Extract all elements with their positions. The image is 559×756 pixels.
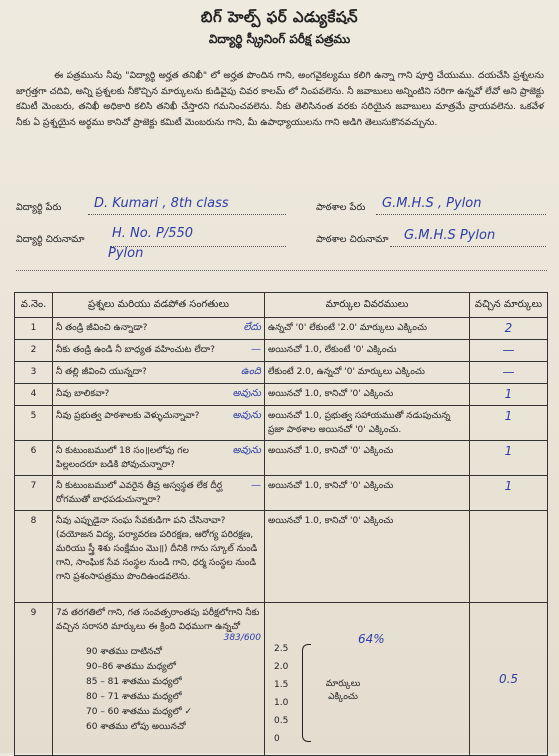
row-question: లేదు నీ తండ్రి జీవించి ఉన్నాడా?: [53, 318, 265, 340]
table-row: [15, 511, 548, 603]
row-question: [53, 603, 265, 756]
row-question: — నీ కుటుంబములో ఎవరైన తీవ్ర అస్వస్థత లేక దీర్ఘ రోగముతో బాధపడుచున్నారా?: [53, 476, 265, 511]
row-answer-note: —: [251, 480, 261, 491]
pct-item: 85 – 81 శాతము మధ్యలో: [86, 677, 182, 687]
instructions-paragraph: ఈ పత్రమును నీవు "విద్యార్థి అర్హత తనిఖీ" లో అర్హత పొందిన గాని, అంగవైకల్యము కలిగి ఉన్నా గాని పూర్తి చేయుము. దయచేసి ప్రశ్నలను జాగ్రత్తగా చదివి, అన్ని ప్రశ్నలకు నీకొచ్చిన మార్కులను కుడివైపు చివర కాలమ్ లో నింపవలెను. నీ జవాబులు అన్నింటిని సరిగా ఉన్నవో లేవో అని ప్రాజెక్టు కమిటీ మెంబరు, తనిఖీ అధికారి కలిసి తనిఖీ చేస్తారని గమనించవలెను. నీకు తెలిసినంత వరకు సరియైన జవాబులు మాత్రమే వ్రాయవలెను. ఒకవేళ నీకు ఏ ప్రశ్నయైన అర్థము కానిచో ప్రాజెక్టు కమిటీ మెంబరును గాని, మీ ఉపాధ్యాయులను గాని అడిగి తెలుసుకొనవచ్చును.: [16, 70, 544, 128]
row-marks-cell[interactable]: 2: [470, 318, 548, 340]
row-question: ఉంది నీ తల్లి జీవించి యున్నదా?: [53, 362, 265, 384]
brace-shape: [302, 644, 311, 742]
row-number: 5: [15, 406, 53, 441]
row-answer-note: అవును: [232, 410, 261, 421]
score-scale: [268, 640, 466, 752]
table-row: [15, 340, 548, 362]
student-name-line: [88, 214, 286, 215]
row-criteria: అయినచో 1.0, కానిచో '0' ఎక్కించు: [265, 476, 470, 511]
row-number: 2: [15, 340, 53, 362]
row-marks-cell[interactable]: 1: [470, 384, 548, 406]
row-criteria: అయినచో 1.0, ప్రభుత్వ సహాయముతో నడుపుచున్న ప్రజా పాఠశాల అయినచో '0' ఎక్కించు.: [265, 406, 470, 441]
row-number: 7: [15, 476, 53, 511]
col-header-question: ప్రశ్నలు మరియు వడపోత సంగతులు: [53, 293, 265, 318]
school-address-line: [390, 246, 546, 247]
row9-question-text: 7వ తరగతిలో గాని, గత సంవత్సరాంతపు పరీక్షలోగాని నీకు వచ్చిన సరాసరి మార్కులు ఈ క్రింది విధముగా ఉన్నచో: [56, 608, 260, 632]
row-number: 6: [15, 441, 53, 476]
school-name-field[interactable]: G.M.H.S , Pylon: [382, 196, 482, 211]
row-criteria: అయినచో 1.0, కానిచో '0' ఎక్కించు: [265, 441, 470, 476]
student-name-label: విద్యార్థి పేరు: [16, 202, 62, 213]
pct-item: 70 – 60 శాతము మధ్యలో ✓: [86, 707, 193, 717]
row-criteria: అయినచో 1.0, కానిచో '0' ఎక్కించు: [265, 511, 470, 603]
pct-item: 90 శాతము దాటినచో: [86, 647, 163, 657]
row-question: — నీకు తండ్రి ఉండి నీ బాధ్యత వహించుట లేదా?: [53, 340, 265, 362]
row-criteria: 64% 2.5 2.0 1.5 1.0 0.5 0 మార్కులు ఎక్కించు: [265, 603, 470, 756]
row-question: అవును నీ కుటుంబములో 18 సం॥లలోపు గల పిల్లలందరూ బడికి పోవుచున్నారా?: [53, 441, 265, 476]
row-marks-cell[interactable]: —: [470, 362, 548, 384]
row-number: 8: [15, 511, 53, 603]
row-criteria: అయినచో 1.0, లేకుంటే '0' ఎక్కించు: [265, 340, 470, 362]
screening-table: [14, 292, 548, 756]
row-marks-cell[interactable]: 1: [470, 476, 548, 511]
row-number: 1: [15, 318, 53, 340]
score-value: 0: [274, 734, 280, 744]
student-address-label: విద్యార్థి చిరునామా: [16, 234, 85, 245]
student-address-field[interactable]: H. No. P/550: [112, 226, 194, 241]
row-marks-cell[interactable]: 1: [470, 406, 548, 441]
row-answer-note: ఉంది: [240, 366, 261, 377]
row-number: 9: [15, 603, 53, 756]
row-marks-cell[interactable]: 1: [470, 441, 548, 476]
school-address-field[interactable]: G.M.H.S Pylon: [404, 228, 496, 243]
row-number: 3: [15, 362, 53, 384]
score-value: 1.0: [274, 698, 289, 708]
row9-marks-note: 383/600: [223, 633, 261, 643]
school-name-line: [376, 214, 546, 215]
table-row: [15, 406, 548, 441]
row-criteria: లేకుంటే 2.0, ఉన్నచో '0' మార్కులు ఎక్కించు: [265, 362, 470, 384]
pct-item: 90–86 శాతము మధ్యలో: [86, 662, 176, 672]
row-marks-cell[interactable]: —: [470, 340, 548, 362]
row-marks-cell[interactable]: 0.5: [470, 603, 548, 756]
row-answer-note: అవును: [232, 388, 261, 399]
row-question: నీవు ఎప్పుడైనా సంఘ సేవకుడిగా పని చేసినావా? (వయోజన విద్య, పర్యావరణ పరిరక్షణ, ఆరోగ్య పరిరక్షణ, మరియు స్త్రీ శిశు సంక్షేమం మొ॥) దీనికి గాను స్కూల్ నుండి గాని, సాంఘిక సేవ సంస్థల నుండి గాని, ధర్మ సంస్థల నుండి గాని ప్రశంసాపత్రము పొందిఉండవలెను.: [53, 511, 265, 603]
school-name-label: పాఠశాల పేరు: [316, 202, 366, 213]
score-value: 0.5: [274, 716, 289, 726]
score-value: 2.0: [274, 662, 289, 672]
form-subtitle: విద్యార్థి స్క్రీనింగ్ పరీక్ష పత్రము: [208, 32, 351, 46]
col-header-number: వ.నెం.: [15, 293, 53, 318]
school-address-label: పాఠశాల చిరునామా: [316, 234, 389, 245]
row-answer-note: లేదు: [243, 322, 261, 333]
table-row: [15, 476, 548, 511]
student-address-field-line2[interactable]: Pylon: [108, 246, 144, 261]
pct-item: 60 శాతము లోపు అయినచో: [86, 722, 186, 732]
form-title: బిగ్ హెల్ప్ ఫర్ ఎడ్యుకేషన్: [200, 8, 359, 26]
row-answer-note: అవును: [232, 445, 261, 456]
score-value: 1.5: [274, 680, 289, 690]
col-header-marks: వచ్చిన మార్కులు: [470, 293, 548, 318]
student-name-field[interactable]: D. Kumari , 8th class: [94, 196, 229, 211]
score-value: 2.5: [274, 644, 289, 654]
table-row: [15, 362, 548, 384]
row-criteria: ఉన్నచో '0' లేకుంటే '2.0' మార్కులు ఎక్కించు: [265, 318, 470, 340]
table-row: [15, 441, 548, 476]
row-question: అవును నీవు బాలికవా?: [53, 384, 265, 406]
pct-item: 80 – 71 శాతము మధ్యలో: [86, 692, 182, 702]
table-row: [15, 384, 548, 406]
row-criteria: అయినచో 1.0, కానిచో '0' ఎక్కించు: [265, 384, 470, 406]
col-header-criteria: మార్కుల వివరములు: [265, 293, 470, 318]
table-row: [15, 318, 548, 340]
row-question: అవును నీవు ప్రభుత్వ పాఠశాలకు వెళ్ళుచున్నావా?: [53, 406, 265, 441]
section-separator: [16, 270, 547, 271]
row-answer-note: —: [251, 344, 261, 355]
row-marks-cell[interactable]: [470, 511, 548, 603]
percentage-list: [56, 645, 261, 735]
row-number: 4: [15, 384, 53, 406]
scores-label: మార్కులు ఎక్కించు: [325, 679, 361, 702]
table-header-row: [15, 293, 548, 318]
table-row: [15, 603, 548, 756]
